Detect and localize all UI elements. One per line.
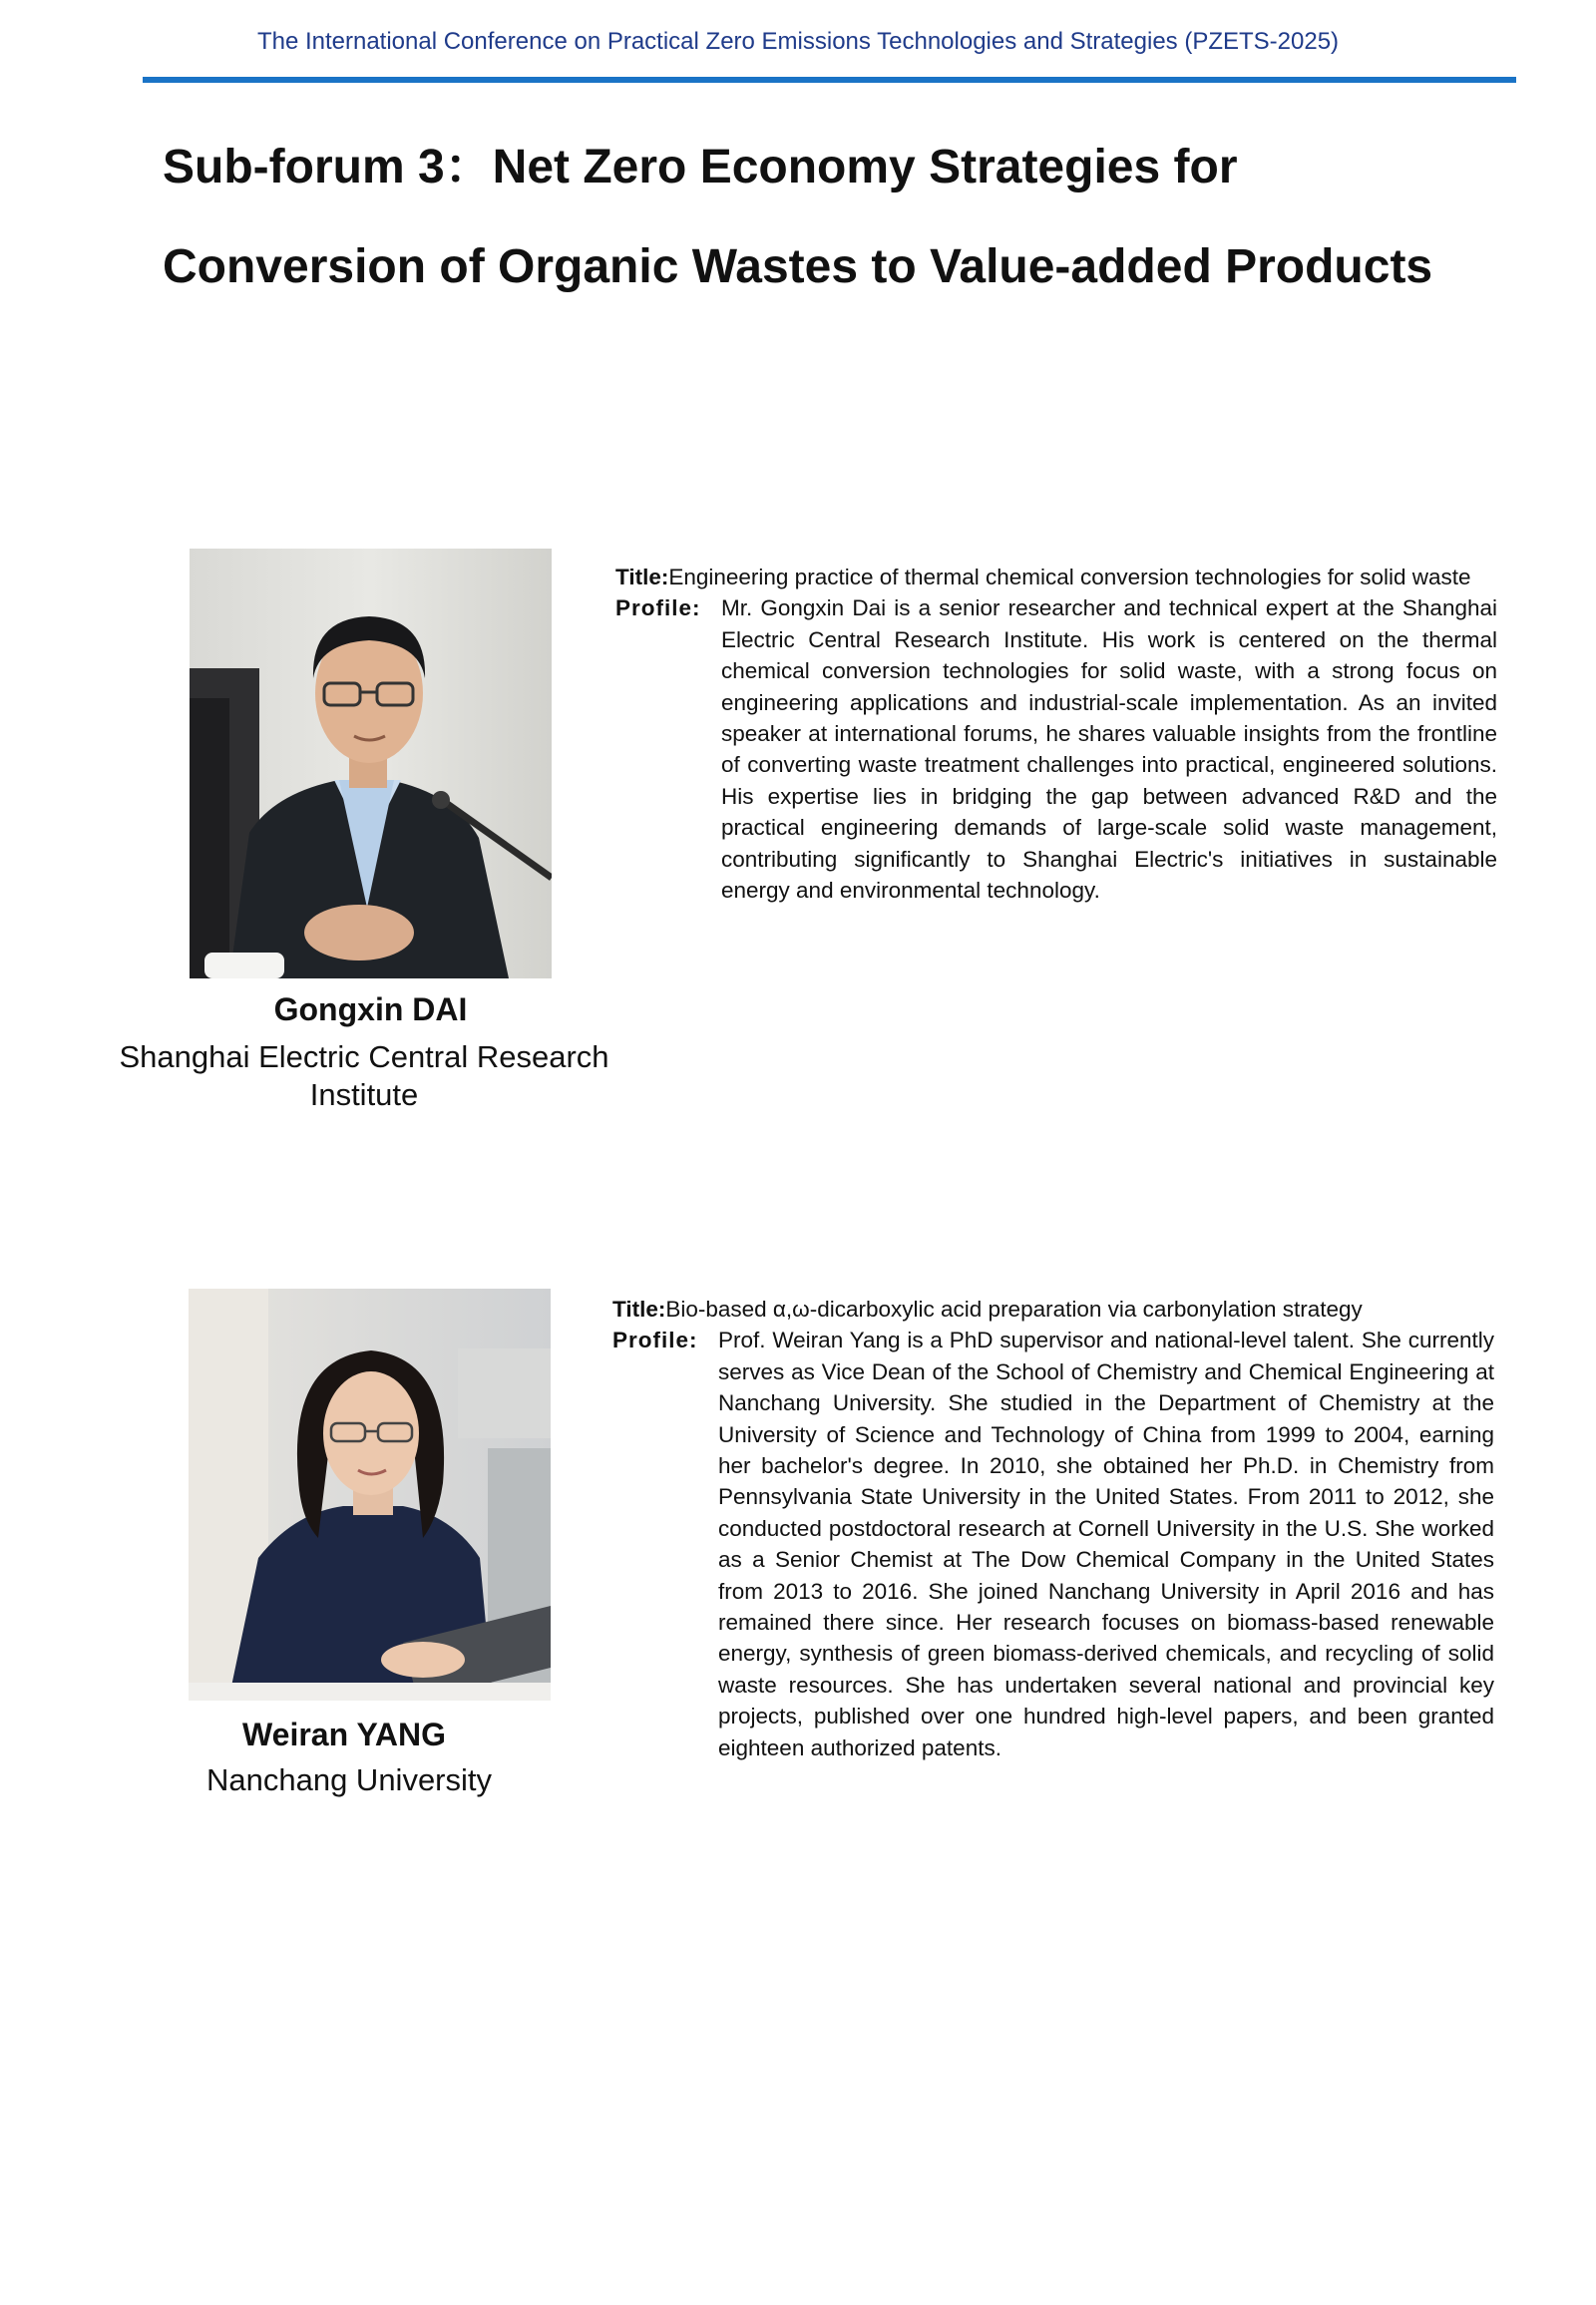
- speaker-profile: Mr. Gongxin Dai is a senior researcher and technical expert at the Shanghai Electric Central Research Institute. His work is centered on the thermal chemical conversion technologies for solid waste, with a strong focus on engineering applications and industrial-scale implementation. As an invited speaker at international forums, he shares valuable insights from the frontline of converting waste treatment challenges into practical, engineered solutions. His expertise lies in bridging the gap between advanced R&D and the practical engineering demands of large-scale solid waste management, contributing significantly to Shanghai Electric's initiatives in sustainable energy and environmental technology.: [721, 595, 1497, 904]
- talk-title-label: Title:: [615, 565, 669, 589]
- speaker-photo-weiran-yang: [189, 1289, 551, 1701]
- talk-title-row: [615, 562, 1497, 592]
- speaker-name: Weiran YANG: [242, 1717, 446, 1752]
- profile-row: [615, 592, 1497, 906]
- subforum-title-line2: Conversion of Organic Wastes to Value-added Products: [163, 240, 1433, 293]
- speaker-name: Gongxin DAI: [273, 991, 468, 1027]
- talk-title-label: Title:: [612, 1297, 666, 1322]
- conference-header: The International Conference on Practical Zero Emissions Technologies and Strategies (PZETS-2025): [256, 28, 1340, 55]
- profile-row: [612, 1325, 1494, 1763]
- subforum-title-line1: Sub-forum 3：Net Zero Economy Strategies for: [163, 141, 1238, 193]
- talk-title: Bio-based α,ω-dicarboxylic acid preparation via carbonylation strategy: [665, 1297, 1363, 1322]
- speaker-affiliation: Nanchang University: [205, 1762, 493, 1797]
- speaker-talk-info: [615, 562, 1497, 906]
- talk-title-row: [612, 1294, 1494, 1325]
- speaker-photo-gongxin-dai: [190, 549, 552, 978]
- subforum-title: [163, 118, 1459, 317]
- talk-title: Engineering practice of thermal chemical conversion technologies for solid waste: [668, 565, 1471, 589]
- profile-label: Profile:: [615, 595, 701, 621]
- header-divider: [143, 77, 1516, 83]
- profile-label: Profile:: [612, 1328, 698, 1353]
- speaker-affiliation: Shanghai Electric Central Research Institute: [119, 1039, 609, 1112]
- speaker-talk-info: [612, 1294, 1494, 1763]
- speaker-profile: Prof. Weiran Yang is a PhD supervisor and national-level talent. She currently serves as Vice Dean of the School of Chemistry and Chemical Engineering at Nanchang University. She studied in the Department of Chemistry at the University of Science and Technology of China from 1999 to 2004, earning her bachelor's degree. In 2010, she obtained her Ph.D. in Chemistry from Pennsylvania State University in the United States. From 2011 to 2012, she conducted postdoctoral research at Cornell University in the U.S. She worked as a Senior Chemist at The Dow Chemical Company in the United States from 2013 to 2016. She joined Nanchang University in April 2016 and has remained there since. Her research focuses on biomass-based renewable energy, synthesis of green biomass-derived chemicals, and recycling of solid waste resources. She has undertaken several national and provincial key projects, published over one hundred high-level papers, and been granted eighteen authorized patents.: [718, 1328, 1494, 1760]
